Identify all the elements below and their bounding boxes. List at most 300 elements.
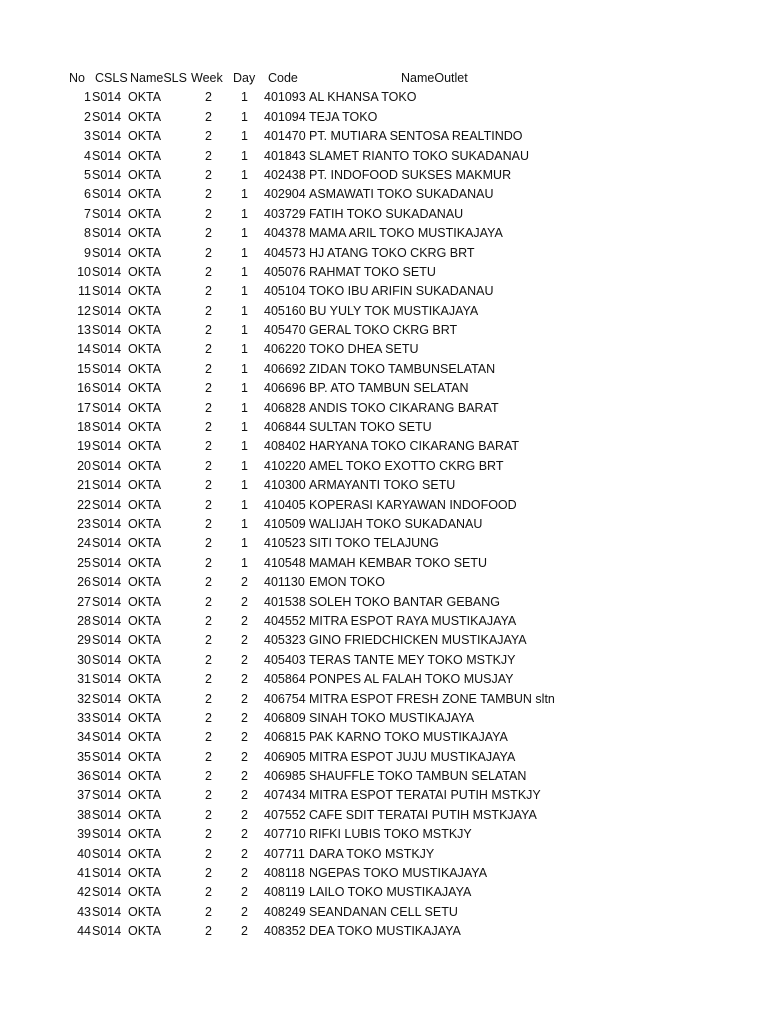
cell-week: 2 bbox=[205, 167, 212, 182]
table-row bbox=[0, 631, 768, 650]
cell-namesls: OKTA bbox=[128, 284, 162, 299]
cell-week: 2 bbox=[205, 536, 212, 551]
table-body bbox=[0, 88, 768, 941]
cell-day: 2 bbox=[241, 730, 248, 745]
cell-day: 2 bbox=[241, 827, 248, 842]
table-row bbox=[0, 709, 768, 728]
header-namesls: NameSLS bbox=[130, 71, 187, 85]
cell-nameoutlet: ASMAWATI TOKO SUKADANAU bbox=[309, 187, 494, 202]
table-row bbox=[0, 185, 768, 204]
cell-csls: S014 bbox=[92, 613, 122, 628]
cell-csls: S014 bbox=[92, 381, 122, 396]
cell-week: 2 bbox=[205, 439, 212, 454]
table-row bbox=[0, 825, 768, 844]
cell-csls: S014 bbox=[92, 672, 122, 687]
cell-namesls: OKTA bbox=[128, 594, 162, 609]
cell-namesls: OKTA bbox=[128, 788, 162, 803]
cell-week: 2 bbox=[205, 672, 212, 687]
cell-no: 41 bbox=[77, 866, 91, 881]
cell-code: 410405 bbox=[264, 497, 306, 512]
cell-no: 24 bbox=[77, 536, 91, 551]
cell-day: 2 bbox=[241, 613, 248, 628]
cell-no: 38 bbox=[77, 807, 91, 822]
cell-code: 406220 bbox=[264, 342, 306, 357]
table-row bbox=[0, 651, 768, 670]
cell-csls: S014 bbox=[92, 633, 122, 648]
cell-no: 6 bbox=[84, 187, 91, 202]
cell-nameoutlet: AMEL TOKO EXOTTO CKRG BRT bbox=[309, 458, 504, 473]
cell-code: 402438 bbox=[264, 167, 306, 182]
cell-namesls: OKTA bbox=[128, 245, 162, 260]
cell-nameoutlet: ARMAYANTI TOKO SETU bbox=[309, 478, 456, 493]
cell-nameoutlet: PONPES AL FALAH TOKO MUSJAY bbox=[309, 672, 514, 687]
cell-day: 1 bbox=[241, 245, 248, 260]
cell-week: 2 bbox=[205, 245, 212, 260]
cell-no: 32 bbox=[77, 691, 91, 706]
cell-nameoutlet: MAMA ARIL TOKO MUSTIKAJAYA bbox=[309, 226, 503, 241]
cell-week: 2 bbox=[205, 323, 212, 338]
table-row bbox=[0, 554, 768, 573]
cell-day: 2 bbox=[241, 904, 248, 919]
cell-no: 7 bbox=[84, 206, 91, 221]
cell-week: 2 bbox=[205, 846, 212, 861]
cell-csls: S014 bbox=[92, 323, 122, 338]
cell-csls: S014 bbox=[92, 187, 122, 202]
cell-week: 2 bbox=[205, 691, 212, 706]
cell-namesls: OKTA bbox=[128, 497, 162, 512]
cell-week: 2 bbox=[205, 516, 212, 531]
cell-week: 2 bbox=[205, 187, 212, 202]
cell-nameoutlet: PT. MUTIARA SENTOSA REALTINDO bbox=[309, 129, 523, 144]
table-row bbox=[0, 205, 768, 224]
cell-namesls: OKTA bbox=[128, 633, 162, 648]
cell-nameoutlet: MAMAH KEMBAR TOKO SETU bbox=[309, 555, 488, 570]
cell-no: 42 bbox=[77, 885, 91, 900]
cell-nameoutlet: EMON TOKO bbox=[309, 575, 385, 590]
cell-week: 2 bbox=[205, 90, 212, 105]
cell-no: 27 bbox=[77, 594, 91, 609]
table-row bbox=[0, 806, 768, 825]
cell-no: 16 bbox=[77, 381, 91, 396]
cell-no: 22 bbox=[77, 497, 91, 512]
cell-nameoutlet: HJ ATANG TOKO CKRG BRT bbox=[309, 245, 475, 260]
cell-namesls: OKTA bbox=[128, 109, 162, 124]
cell-day: 1 bbox=[241, 536, 248, 551]
cell-namesls: OKTA bbox=[128, 536, 162, 551]
cell-week: 2 bbox=[205, 400, 212, 415]
cell-no: 40 bbox=[77, 846, 91, 861]
cell-day: 2 bbox=[241, 575, 248, 590]
cell-code: 406692 bbox=[264, 361, 306, 376]
cell-day: 1 bbox=[241, 129, 248, 144]
cell-no: 18 bbox=[77, 420, 91, 435]
cell-csls: S014 bbox=[92, 420, 122, 435]
cell-no: 17 bbox=[77, 400, 91, 415]
table-row bbox=[0, 903, 768, 922]
cell-day: 2 bbox=[241, 924, 248, 939]
table-row bbox=[0, 224, 768, 243]
cell-no: 37 bbox=[77, 788, 91, 803]
cell-no: 36 bbox=[77, 769, 91, 784]
cell-code: 406905 bbox=[264, 749, 306, 764]
cell-day: 1 bbox=[241, 167, 248, 182]
cell-nameoutlet: RAHMAT TOKO SETU bbox=[309, 264, 436, 279]
cell-week: 2 bbox=[205, 226, 212, 241]
cell-nameoutlet: SLAMET RIANTO TOKO SUKADANAU bbox=[309, 148, 529, 163]
cell-no: 44 bbox=[77, 924, 91, 939]
cell-csls: S014 bbox=[92, 594, 122, 609]
cell-week: 2 bbox=[205, 129, 212, 144]
cell-csls: S014 bbox=[92, 710, 122, 725]
cell-csls: S014 bbox=[92, 400, 122, 415]
cell-nameoutlet: PAK KARNO TOKO MUSTIKAJAYA bbox=[309, 730, 508, 745]
cell-day: 1 bbox=[241, 420, 248, 435]
cell-week: 2 bbox=[205, 478, 212, 493]
cell-no: 19 bbox=[77, 439, 91, 454]
cell-no: 11 bbox=[78, 284, 91, 299]
cell-code: 410300 bbox=[264, 478, 306, 493]
cell-week: 2 bbox=[205, 613, 212, 628]
cell-csls: S014 bbox=[92, 129, 122, 144]
cell-code: 401130 bbox=[264, 575, 305, 590]
cell-code: 401093 bbox=[264, 90, 306, 105]
cell-nameoutlet: NGEPAS TOKO MUSTIKAJAYA bbox=[309, 866, 488, 881]
table-row bbox=[0, 767, 768, 786]
table-row bbox=[0, 476, 768, 495]
cell-week: 2 bbox=[205, 827, 212, 842]
cell-csls: S014 bbox=[92, 885, 122, 900]
table-row bbox=[0, 244, 768, 263]
cell-namesls: OKTA bbox=[128, 420, 162, 435]
cell-nameoutlet: TEJA TOKO bbox=[309, 109, 378, 124]
cell-csls: S014 bbox=[92, 769, 122, 784]
cell-nameoutlet: DEA TOKO MUSTIKAJAYA bbox=[309, 924, 461, 939]
cell-csls: S014 bbox=[92, 264, 122, 279]
cell-nameoutlet: AL KHANSA TOKO bbox=[309, 90, 417, 105]
cell-week: 2 bbox=[205, 904, 212, 919]
cell-week: 2 bbox=[205, 710, 212, 725]
cell-namesls: OKTA bbox=[128, 478, 162, 493]
cell-namesls: OKTA bbox=[128, 458, 162, 473]
cell-csls: S014 bbox=[92, 788, 122, 803]
cell-csls: S014 bbox=[92, 691, 122, 706]
table-row bbox=[0, 496, 768, 515]
cell-namesls: OKTA bbox=[128, 672, 162, 687]
cell-namesls: OKTA bbox=[128, 730, 162, 745]
cell-csls: S014 bbox=[92, 749, 122, 764]
cell-week: 2 bbox=[205, 342, 212, 357]
cell-nameoutlet: HARYANA TOKO CIKARANG BARAT bbox=[309, 439, 520, 454]
cell-week: 2 bbox=[205, 148, 212, 163]
cell-week: 2 bbox=[205, 924, 212, 939]
cell-csls: S014 bbox=[92, 516, 122, 531]
cell-code: 408119 bbox=[264, 885, 305, 900]
cell-code: 406985 bbox=[264, 769, 306, 784]
cell-csls: S014 bbox=[92, 924, 122, 939]
cell-day: 1 bbox=[241, 381, 248, 396]
cell-day: 1 bbox=[241, 187, 248, 202]
cell-week: 2 bbox=[205, 303, 212, 318]
cell-no: 1 bbox=[84, 90, 91, 105]
header-nameoutlet: NameOutlet bbox=[401, 71, 468, 85]
cell-day: 2 bbox=[241, 866, 248, 881]
cell-no: 20 bbox=[77, 458, 91, 473]
cell-week: 2 bbox=[205, 788, 212, 803]
cell-day: 1 bbox=[241, 148, 248, 163]
cell-no: 2 bbox=[84, 109, 91, 124]
cell-namesls: OKTA bbox=[128, 885, 162, 900]
cell-day: 1 bbox=[241, 497, 248, 512]
cell-nameoutlet: BU YULY TOK MUSTIKAJAYA bbox=[309, 303, 479, 318]
header-day: Day bbox=[233, 71, 256, 85]
table-row bbox=[0, 728, 768, 747]
cell-code: 408402 bbox=[264, 439, 306, 454]
cell-no: 26 bbox=[77, 575, 91, 590]
cell-csls: S014 bbox=[92, 536, 122, 551]
cell-code: 402904 bbox=[264, 187, 306, 202]
cell-day: 2 bbox=[241, 807, 248, 822]
cell-week: 2 bbox=[205, 866, 212, 881]
table-row bbox=[0, 612, 768, 631]
cell-namesls: OKTA bbox=[128, 652, 162, 667]
cell-nameoutlet: DARA TOKO MSTKJY bbox=[309, 846, 435, 861]
cell-nameoutlet: MITRA ESPOT JUJU MUSTIKAJAYA bbox=[309, 749, 516, 764]
cell-day: 1 bbox=[241, 323, 248, 338]
cell-csls: S014 bbox=[92, 730, 122, 745]
table-row bbox=[0, 593, 768, 612]
cell-day: 1 bbox=[241, 478, 248, 493]
cell-namesls: OKTA bbox=[128, 400, 162, 415]
cell-no: 29 bbox=[77, 633, 91, 648]
cell-csls: S014 bbox=[92, 303, 122, 318]
cell-csls: S014 bbox=[92, 555, 122, 570]
cell-csls: S014 bbox=[92, 148, 122, 163]
table-row bbox=[0, 534, 768, 553]
cell-no: 33 bbox=[77, 710, 91, 725]
cell-code: 403729 bbox=[264, 206, 306, 221]
table-row bbox=[0, 437, 768, 456]
cell-namesls: OKTA bbox=[128, 516, 162, 531]
cell-code: 410220 bbox=[264, 458, 306, 473]
cell-nameoutlet: RIFKI LUBIS TOKO MSTKJY bbox=[309, 827, 472, 842]
cell-code: 406844 bbox=[264, 420, 306, 435]
cell-day: 1 bbox=[241, 284, 248, 299]
cell-week: 2 bbox=[205, 284, 212, 299]
cell-week: 2 bbox=[205, 381, 212, 396]
table-row bbox=[0, 108, 768, 127]
cell-csls: S014 bbox=[92, 439, 122, 454]
cell-no: 43 bbox=[77, 904, 91, 919]
table-row bbox=[0, 418, 768, 437]
cell-code: 405403 bbox=[264, 652, 306, 667]
cell-day: 2 bbox=[241, 788, 248, 803]
cell-day: 1 bbox=[241, 226, 248, 241]
cell-code: 406828 bbox=[264, 400, 306, 415]
cell-nameoutlet: MITRA ESPOT FRESH ZONE TAMBUN sltn bbox=[309, 691, 555, 706]
cell-namesls: OKTA bbox=[128, 924, 162, 939]
table-row bbox=[0, 690, 768, 709]
cell-namesls: OKTA bbox=[128, 148, 162, 163]
cell-nameoutlet: SHAUFFLE TOKO TAMBUN SELATAN bbox=[309, 769, 527, 784]
cell-nameoutlet: SEANDANAN CELL SETU bbox=[309, 904, 458, 919]
cell-nameoutlet: KOPERASI KARYAWAN INDOFOOD bbox=[309, 497, 517, 512]
table-row bbox=[0, 864, 768, 883]
cell-csls: S014 bbox=[92, 206, 122, 221]
table-row bbox=[0, 399, 768, 418]
table-row bbox=[0, 263, 768, 282]
cell-namesls: OKTA bbox=[128, 439, 162, 454]
cell-day: 2 bbox=[241, 691, 248, 706]
cell-nameoutlet: SITI TOKO TELAJUNG bbox=[309, 536, 439, 551]
cell-csls: S014 bbox=[92, 478, 122, 493]
cell-namesls: OKTA bbox=[128, 206, 162, 221]
cell-no: 34 bbox=[77, 730, 91, 745]
cell-nameoutlet: SOLEH TOKO BANTAR GEBANG bbox=[309, 594, 501, 609]
cell-week: 2 bbox=[205, 497, 212, 512]
cell-csls: S014 bbox=[92, 342, 122, 357]
table-row bbox=[0, 573, 768, 592]
cell-week: 2 bbox=[205, 264, 212, 279]
cell-no: 13 bbox=[77, 323, 91, 338]
cell-nameoutlet: FATIH TOKO SUKADANAU bbox=[309, 206, 464, 221]
cell-nameoutlet: PT. INDOFOOD SUKSES MAKMUR bbox=[309, 167, 512, 182]
cell-week: 2 bbox=[205, 575, 212, 590]
cell-namesls: OKTA bbox=[128, 710, 162, 725]
cell-namesls: OKTA bbox=[128, 807, 162, 822]
cell-day: 1 bbox=[241, 342, 248, 357]
cell-code: 408352 bbox=[264, 924, 306, 939]
cell-csls: S014 bbox=[92, 245, 122, 260]
cell-namesls: OKTA bbox=[128, 342, 162, 357]
cell-week: 2 bbox=[205, 594, 212, 609]
cell-no: 3 bbox=[84, 129, 91, 144]
cell-no: 35 bbox=[77, 749, 91, 764]
cell-namesls: OKTA bbox=[128, 904, 162, 919]
cell-namesls: OKTA bbox=[128, 827, 162, 842]
table-row bbox=[0, 321, 768, 340]
cell-nameoutlet: CAFE SDIT TERATAI PUTIH MSTKJAYA bbox=[309, 807, 537, 822]
cell-day: 1 bbox=[241, 264, 248, 279]
cell-nameoutlet: MITRA ESPOT TERATAI PUTIH MSTKJY bbox=[309, 788, 541, 803]
table-row bbox=[0, 786, 768, 805]
cell-namesls: OKTA bbox=[128, 323, 162, 338]
table-row bbox=[0, 457, 768, 476]
cell-namesls: OKTA bbox=[128, 90, 162, 105]
cell-code: 405470 bbox=[264, 323, 306, 338]
cell-csls: S014 bbox=[92, 167, 122, 182]
cell-no: 9 bbox=[84, 245, 91, 260]
cell-csls: S014 bbox=[92, 497, 122, 512]
cell-namesls: OKTA bbox=[128, 226, 162, 241]
table-row bbox=[0, 922, 768, 941]
table-row bbox=[0, 360, 768, 379]
cell-code: 410548 bbox=[264, 555, 306, 570]
cell-csls: S014 bbox=[92, 652, 122, 667]
cell-namesls: OKTA bbox=[128, 691, 162, 706]
cell-no: 8 bbox=[84, 226, 91, 241]
cell-day: 1 bbox=[241, 303, 248, 318]
cell-no: 31 bbox=[77, 672, 91, 687]
cell-code: 404552 bbox=[264, 613, 306, 628]
cell-namesls: OKTA bbox=[128, 769, 162, 784]
table-row bbox=[0, 88, 768, 107]
cell-week: 2 bbox=[205, 749, 212, 764]
cell-nameoutlet: TOKO DHEA SETU bbox=[309, 342, 419, 357]
cell-no: 30 bbox=[77, 652, 91, 667]
header-no: No bbox=[69, 71, 85, 85]
cell-code: 401470 bbox=[264, 129, 306, 144]
cell-namesls: OKTA bbox=[128, 381, 162, 396]
cell-nameoutlet: LAILO TOKO MUSTIKAJAYA bbox=[309, 885, 472, 900]
cell-csls: S014 bbox=[92, 866, 122, 881]
cell-code: 405104 bbox=[264, 284, 306, 299]
cell-csls: S014 bbox=[92, 807, 122, 822]
cell-code: 404378 bbox=[264, 226, 306, 241]
table-row bbox=[0, 379, 768, 398]
cell-week: 2 bbox=[205, 420, 212, 435]
header-code: Code bbox=[268, 71, 298, 85]
cell-day: 2 bbox=[241, 710, 248, 725]
cell-week: 2 bbox=[205, 555, 212, 570]
cell-day: 1 bbox=[241, 361, 248, 376]
cell-nameoutlet: TOKO IBU ARIFIN SUKADANAU bbox=[309, 284, 494, 299]
cell-day: 1 bbox=[241, 109, 248, 124]
cell-no: 12 bbox=[77, 303, 91, 318]
cell-nameoutlet: ANDIS TOKO CIKARANG BARAT bbox=[309, 400, 499, 415]
cell-code: 405160 bbox=[264, 303, 306, 318]
cell-nameoutlet: SINAH TOKO MUSTIKAJAYA bbox=[309, 710, 475, 725]
cell-nameoutlet: MITRA ESPOT RAYA MUSTIKAJAYA bbox=[309, 613, 517, 628]
header-csls: CSLS bbox=[95, 71, 128, 85]
table-row bbox=[0, 127, 768, 146]
cell-namesls: OKTA bbox=[128, 555, 162, 570]
cell-day: 2 bbox=[241, 594, 248, 609]
cell-day: 1 bbox=[241, 458, 248, 473]
cell-code: 405323 bbox=[264, 633, 306, 648]
cell-csls: S014 bbox=[92, 90, 122, 105]
cell-code: 404573 bbox=[264, 245, 306, 260]
cell-no: 5 bbox=[84, 167, 91, 182]
cell-nameoutlet: TERAS TANTE MEY TOKO MSTKJY bbox=[309, 652, 516, 667]
cell-week: 2 bbox=[205, 633, 212, 648]
cell-nameoutlet: BP. ATO TAMBUN SELATAN bbox=[309, 381, 469, 396]
cell-no: 21 bbox=[77, 478, 91, 493]
cell-code: 407434 bbox=[264, 788, 306, 803]
cell-csls: S014 bbox=[92, 226, 122, 241]
cell-no: 25 bbox=[77, 555, 91, 570]
cell-code: 410523 bbox=[264, 536, 306, 551]
cell-code: 406815 bbox=[264, 730, 306, 745]
cell-week: 2 bbox=[205, 652, 212, 667]
cell-code: 401843 bbox=[264, 148, 306, 163]
cell-csls: S014 bbox=[92, 361, 122, 376]
table-row bbox=[0, 340, 768, 359]
cell-csls: S014 bbox=[92, 109, 122, 124]
cell-day: 2 bbox=[241, 652, 248, 667]
cell-code: 405076 bbox=[264, 264, 306, 279]
cell-namesls: OKTA bbox=[128, 749, 162, 764]
table-row bbox=[0, 670, 768, 689]
cell-code: 405864 bbox=[264, 672, 306, 687]
cell-csls: S014 bbox=[92, 458, 122, 473]
cell-nameoutlet: GINO FRIEDCHICKEN MUSTIKAJAYA bbox=[309, 633, 527, 648]
cell-week: 2 bbox=[205, 206, 212, 221]
cell-code: 406754 bbox=[264, 691, 306, 706]
cell-day: 1 bbox=[241, 516, 248, 531]
table-row bbox=[0, 147, 768, 166]
cell-day: 1 bbox=[241, 555, 248, 570]
header-week: Week bbox=[191, 71, 223, 85]
